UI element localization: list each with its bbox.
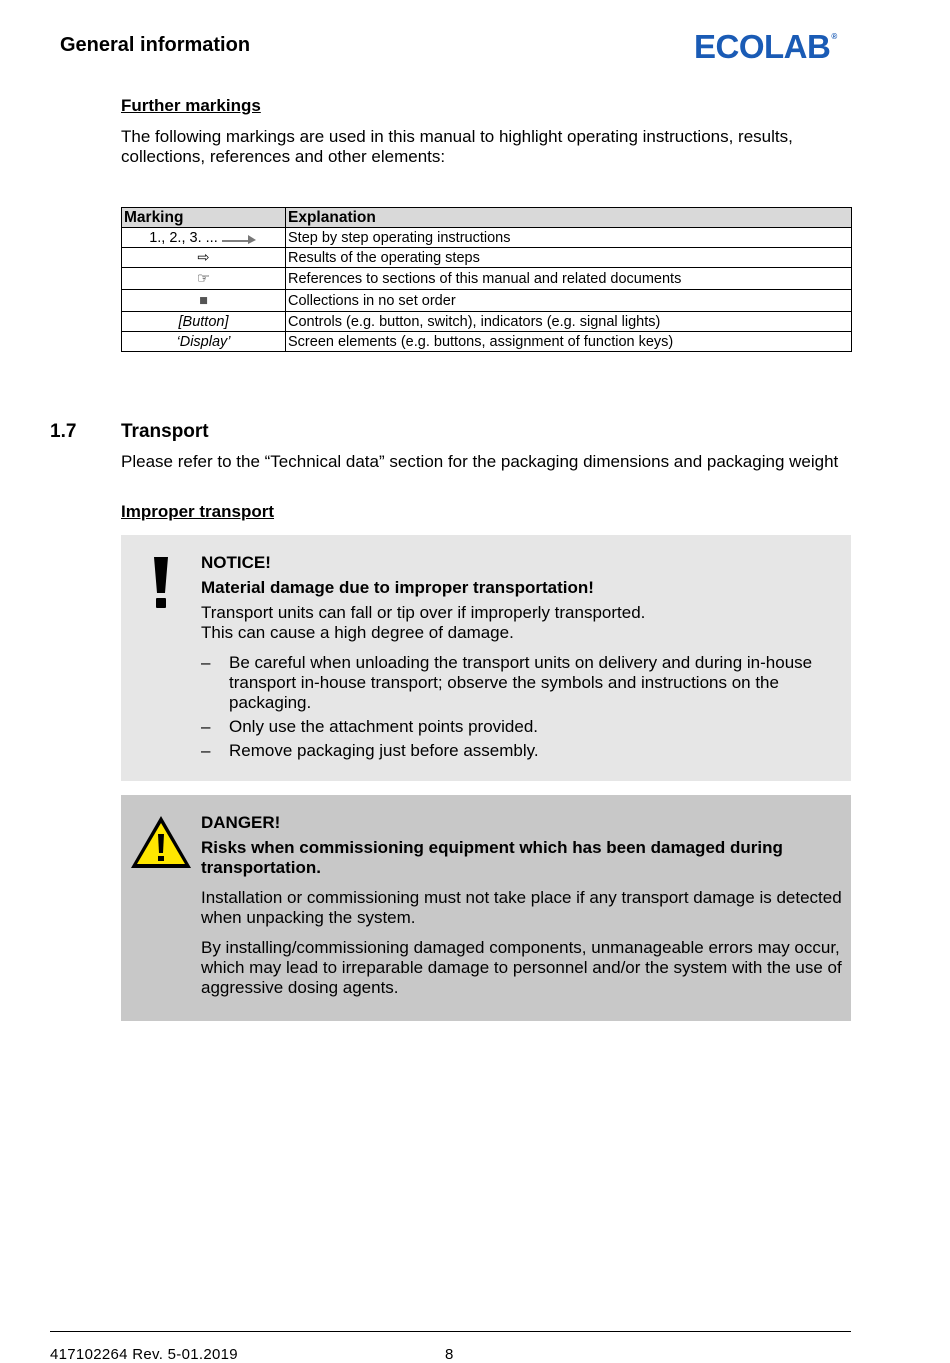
- footer-document-id: 417102264 Rev. 5-01.2019: [50, 1346, 238, 1363]
- warning-triangle-icon: [129, 814, 193, 870]
- further-markings-heading: Further markings: [121, 96, 261, 115]
- improper-transport-heading: Improper transport: [121, 502, 275, 521]
- markings-table: [121, 207, 852, 352]
- explanation-cell: Screen elements (e.g. buttons, assignment of function keys): [286, 332, 852, 352]
- table-row: [122, 268, 852, 290]
- table-row: [122, 228, 852, 248]
- result-arrow-icon: ⇨: [122, 248, 286, 268]
- notice-line: This can cause a high degree of damage.: [201, 623, 514, 642]
- footer-divider: [50, 1331, 851, 1332]
- danger-paragraph: Installation or commissioning must not take place if any transport damage is detected when unpacking the system.: [201, 888, 842, 927]
- arrow-right-icon: [222, 232, 258, 244]
- danger-headline: Risks when commissioning equipment which has been damaged during transportation.: [201, 838, 783, 877]
- marking-cell: [Button]: [122, 312, 286, 332]
- explanation-cell: Controls (e.g. button, switch), indicators (e.g. signal lights): [286, 312, 852, 332]
- list-item: [201, 717, 846, 737]
- table-row: [122, 332, 852, 352]
- page-header-title: General information: [60, 34, 251, 56]
- logo-text: ECOLAB: [694, 28, 831, 65]
- notice-box: [121, 535, 851, 781]
- notice-line: Transport units can fall or tip over if improperly transported.: [201, 603, 646, 622]
- exclamation-icon: [152, 557, 170, 609]
- notice-headline: Material damage due to improper transportation!: [201, 578, 594, 597]
- table-header-row: [122, 208, 852, 228]
- table-row: [122, 312, 852, 332]
- transport-intro: Please refer to the “Technical data” section for the packaging dimensions and packaging weight: [121, 452, 839, 471]
- bullet-text: Be careful when unloading the transport units on delivery and during in-house transport in-house transport; observe the symbols and instructions on the packaging.: [229, 653, 813, 712]
- bullet-dash: –: [201, 717, 211, 736]
- section-number: 1.7: [50, 421, 77, 442]
- further-markings-intro: The following markings are used in this manual to highlight operating instructions, results, collections, references and other elements:: [121, 127, 793, 166]
- marking-cell: ‘Display’: [122, 332, 286, 352]
- table-row: [122, 290, 852, 312]
- explanation-cell: Collections in no set order: [286, 290, 852, 312]
- danger-label: DANGER!: [201, 813, 281, 832]
- explanation-cell: Step by step operating instructions: [286, 228, 852, 248]
- table-row: [122, 248, 852, 268]
- bullet-text: Remove packaging just before assembly.: [229, 741, 539, 760]
- bullet-dash: –: [201, 741, 211, 760]
- marking-cell: [122, 228, 286, 248]
- registered-mark: ®: [831, 32, 837, 41]
- bullet-dash: –: [201, 653, 211, 672]
- section-title: Transport: [121, 421, 209, 442]
- ecolab-logo: [694, 28, 837, 66]
- square-bullet-icon: ■: [122, 290, 286, 312]
- danger-box: [121, 795, 851, 1021]
- column-header-explanation: Explanation: [286, 208, 852, 228]
- step-numbers: 1., 2., 3. ...: [149, 229, 218, 246]
- pointing-hand-icon: ☞: [122, 268, 286, 290]
- explanation-cell: References to sections of this manual and related documents: [286, 268, 852, 290]
- column-header-marking: Marking: [122, 208, 286, 228]
- list-item: [201, 653, 846, 713]
- notice-label: NOTICE!: [201, 553, 271, 572]
- danger-paragraph: By installing/commissioning damaged components, unmanageable errors may occur, which may lead to irreparable damage to personnel and/or the system with the use of aggressive dosing agents.: [201, 938, 842, 997]
- bullet-text: Only use the attachment points provided.: [229, 717, 539, 736]
- page-number: 8: [445, 1346, 454, 1363]
- explanation-cell: Results of the operating steps: [286, 248, 852, 268]
- list-item: [201, 741, 846, 761]
